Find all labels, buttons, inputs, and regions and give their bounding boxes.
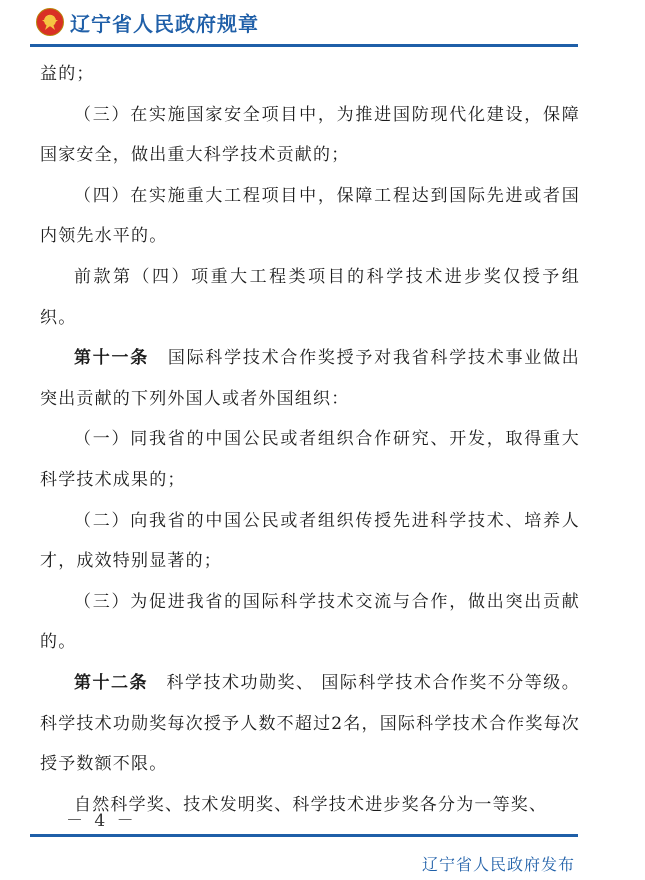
footer-divider [30, 834, 578, 837]
paragraph: （三）在实施国家安全项目中，为推进国防现代化建设，保障国家安全，做出重大科学技术贡献的； [40, 104, 580, 166]
document-header [30, 2, 578, 42]
paragraph: 前款第（四）项重大工程类项目的科学技术进步奖仅授予组织。 [40, 266, 580, 328]
paragraph: （三）为促进我省的国际科学技术交流与合作，做出突出贡献的。 [40, 591, 580, 653]
page-number: － 4 － [66, 811, 137, 831]
paragraph: 益的； [40, 64, 95, 84]
header-divider [30, 44, 578, 47]
national-emblem-icon [36, 8, 64, 36]
article-number: 第十二条 [74, 672, 148, 693]
article-number: 第十一条 [74, 348, 150, 369]
header-title: 辽宁省人民政府规章 [70, 12, 259, 36]
paragraph: （一）同我省的中国公民或者组织合作研究、开发，取得重大科学技术成果的； [40, 429, 580, 490]
document-body [40, 54, 580, 825]
paragraph: （四）在实施重大工程项目中，保障工程达到国际先进或者国内领先水平的。 [40, 185, 580, 247]
paragraph: 自然科学奖、技术发明奖、科学技术进步奖各分为一等奖、 [74, 794, 548, 815]
paragraph: （二）向我省的中国公民或者组织传授先进科学技术、培养人才，成效特别显著的； [40, 510, 580, 572]
publisher-label: 辽宁省人民政府发布 [421, 855, 575, 874]
article-12 [40, 663, 580, 785]
article-text: 科学技术功勋奖、 国际科学技术合作奖不分等级。科学技术功勋奖每次授予人数不超过2名，国际科学技术合作奖每次授予数额不限。 [40, 672, 580, 775]
article-text: 国际科学技术合作奖授予对我省科学技术事业做出突出贡献的下列外国人或者外国组织： [40, 348, 580, 409]
article-11 [40, 338, 580, 419]
